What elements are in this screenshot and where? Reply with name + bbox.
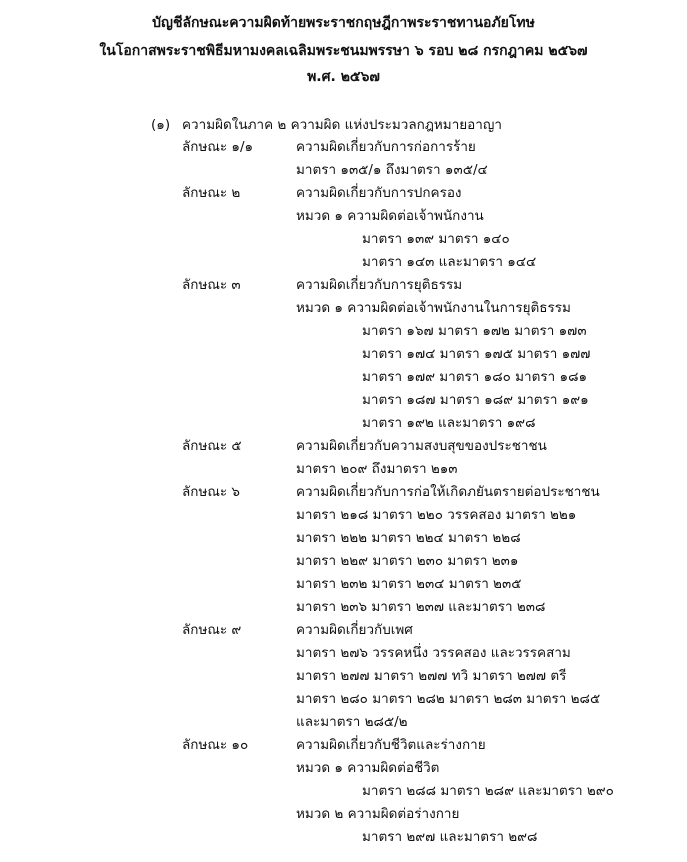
section-line: มาตรา ๒๐๙ ถึงมาตรา ๒๑๓ <box>296 461 458 477</box>
chapter-title: ความผิดเกี่ยวกับชีวิตและร่างกาย <box>296 737 486 753</box>
section-line: มาตรา ๑๗๙ มาตรา ๑๘๐ มาตรา ๑๘๑ <box>362 369 588 385</box>
section-line: มาตรา ๒๘๐ มาตรา ๒๘๒ มาตรา ๒๘๓ มาตรา ๒๘๕ <box>296 691 601 707</box>
document-title-line-1: บัญชีลักษณะความผิดท้ายพระราชกฤษฎีกาพระราชทานอภัยโทษ <box>152 15 535 31</box>
chapter-title: ความผิดเกี่ยวกับการก่อให้เกิดภยันตรายต่อประชาชน <box>296 484 600 500</box>
section-line: มาตรา ๑๙๒ และมาตรา ๑๙๘ <box>362 415 536 431</box>
section-line: มาตรา ๒๓๒ มาตรา ๒๓๔ มาตรา ๒๓๕ <box>296 576 522 592</box>
chapter-title: ความผิดเกี่ยวกับการก่อการร้าย <box>296 139 476 155</box>
section-line: มาตรา ๒๑๘ มาตรา ๒๒๐ วรรคสอง มาตรา ๒๒๑ <box>296 507 577 523</box>
document-title-line-3: พ.ศ. ๒๕๖๗ <box>307 69 380 85</box>
chapter-label: ลักษณะ ๙ <box>182 622 242 638</box>
chapter-title: ความผิดเกี่ยวกับการปกครอง <box>296 185 462 201</box>
division-heading: หมวด ๑ ความผิดต่อเจ้าพนักงาน <box>296 208 484 224</box>
section-line: มาตรา ๒๒๙ มาตรา ๒๓๐ มาตรา ๒๓๑ <box>296 553 519 569</box>
division-heading: หมวด ๑ ความผิดต่อชีวิต <box>296 760 440 776</box>
chapter-label: ลักษณะ ๓ <box>182 277 241 293</box>
item-text: ความผิดในภาค ๒ ความผิด แห่งประมวลกฎหมายอาญา <box>182 117 502 133</box>
chapter-label: ลักษณะ ๒ <box>182 185 241 201</box>
section-line: มาตรา ๑๔๓ และมาตรา ๑๔๔ <box>362 254 537 270</box>
document-title-line-2: ในโอกาสพระราชพิธีมหามงคลเฉลิมพระชนมพรรษา ๖ รอบ ๒๘ กรกฎาคม ๒๕๖๗ <box>99 43 588 59</box>
section-line: มาตรา ๑๓๕/๑ ถึงมาตรา ๑๓๕/๔ <box>296 162 488 178</box>
division-heading: หมวด ๑ ความผิดต่อเจ้าพนักงานในการยุติธรรม <box>296 300 571 316</box>
section-line: และมาตรา ๒๘๕/๒ <box>296 714 408 730</box>
section-line: มาตรา ๑๗๔ มาตรา ๑๗๕ มาตรา ๑๗๗ <box>362 346 591 362</box>
section-line: มาตรา ๒๒๒ มาตรา ๒๒๔ มาตรา ๒๒๘ <box>296 530 521 546</box>
section-line: มาตรา ๒๓๖ มาตรา ๒๓๗ และมาตรา ๒๓๘ <box>296 599 546 615</box>
section-line: มาตรา ๒๗๗ มาตรา ๒๗๗ ทวิ มาตรา ๒๗๗ ตรี <box>296 668 567 684</box>
section-line: มาตรา ๒๘๘ มาตรา ๒๘๙ และมาตรา ๒๙๐ <box>362 783 614 799</box>
chapter-label: ลักษณะ ๑๐ <box>182 737 249 753</box>
section-line: มาตรา ๒๗๖ วรรคหนึ่ง วรรคสอง และวรรคสาม <box>296 645 571 661</box>
chapter-title: ความผิดเกี่ยวกับเพศ <box>296 622 413 638</box>
chapter-label: ลักษณะ ๖ <box>182 484 240 500</box>
chapter-title: ความผิดเกี่ยวกับความสงบสุขของประชาชน <box>296 438 547 454</box>
chapter-label: ลักษณะ ๑/๑ <box>182 139 254 155</box>
item-number: (๑) <box>151 117 171 133</box>
chapter-label: ลักษณะ ๕ <box>182 438 242 454</box>
section-line: มาตรา ๑๖๗ มาตรา ๑๗๒ มาตรา ๑๗๓ <box>362 323 587 339</box>
section-line: มาตรา ๑๘๗ มาตรา ๑๘๙ มาตรา ๑๙๑ <box>362 392 589 408</box>
division-heading: หมวด ๒ ความผิดต่อร่างกาย <box>296 806 460 822</box>
section-line: มาตรา ๒๙๗ และมาตรา ๒๙๘ <box>362 829 538 845</box>
chapter-title: ความผิดเกี่ยวกับการยุติธรรม <box>296 277 463 293</box>
section-line: มาตรา ๑๓๙ มาตรา ๑๔๐ <box>362 231 510 247</box>
